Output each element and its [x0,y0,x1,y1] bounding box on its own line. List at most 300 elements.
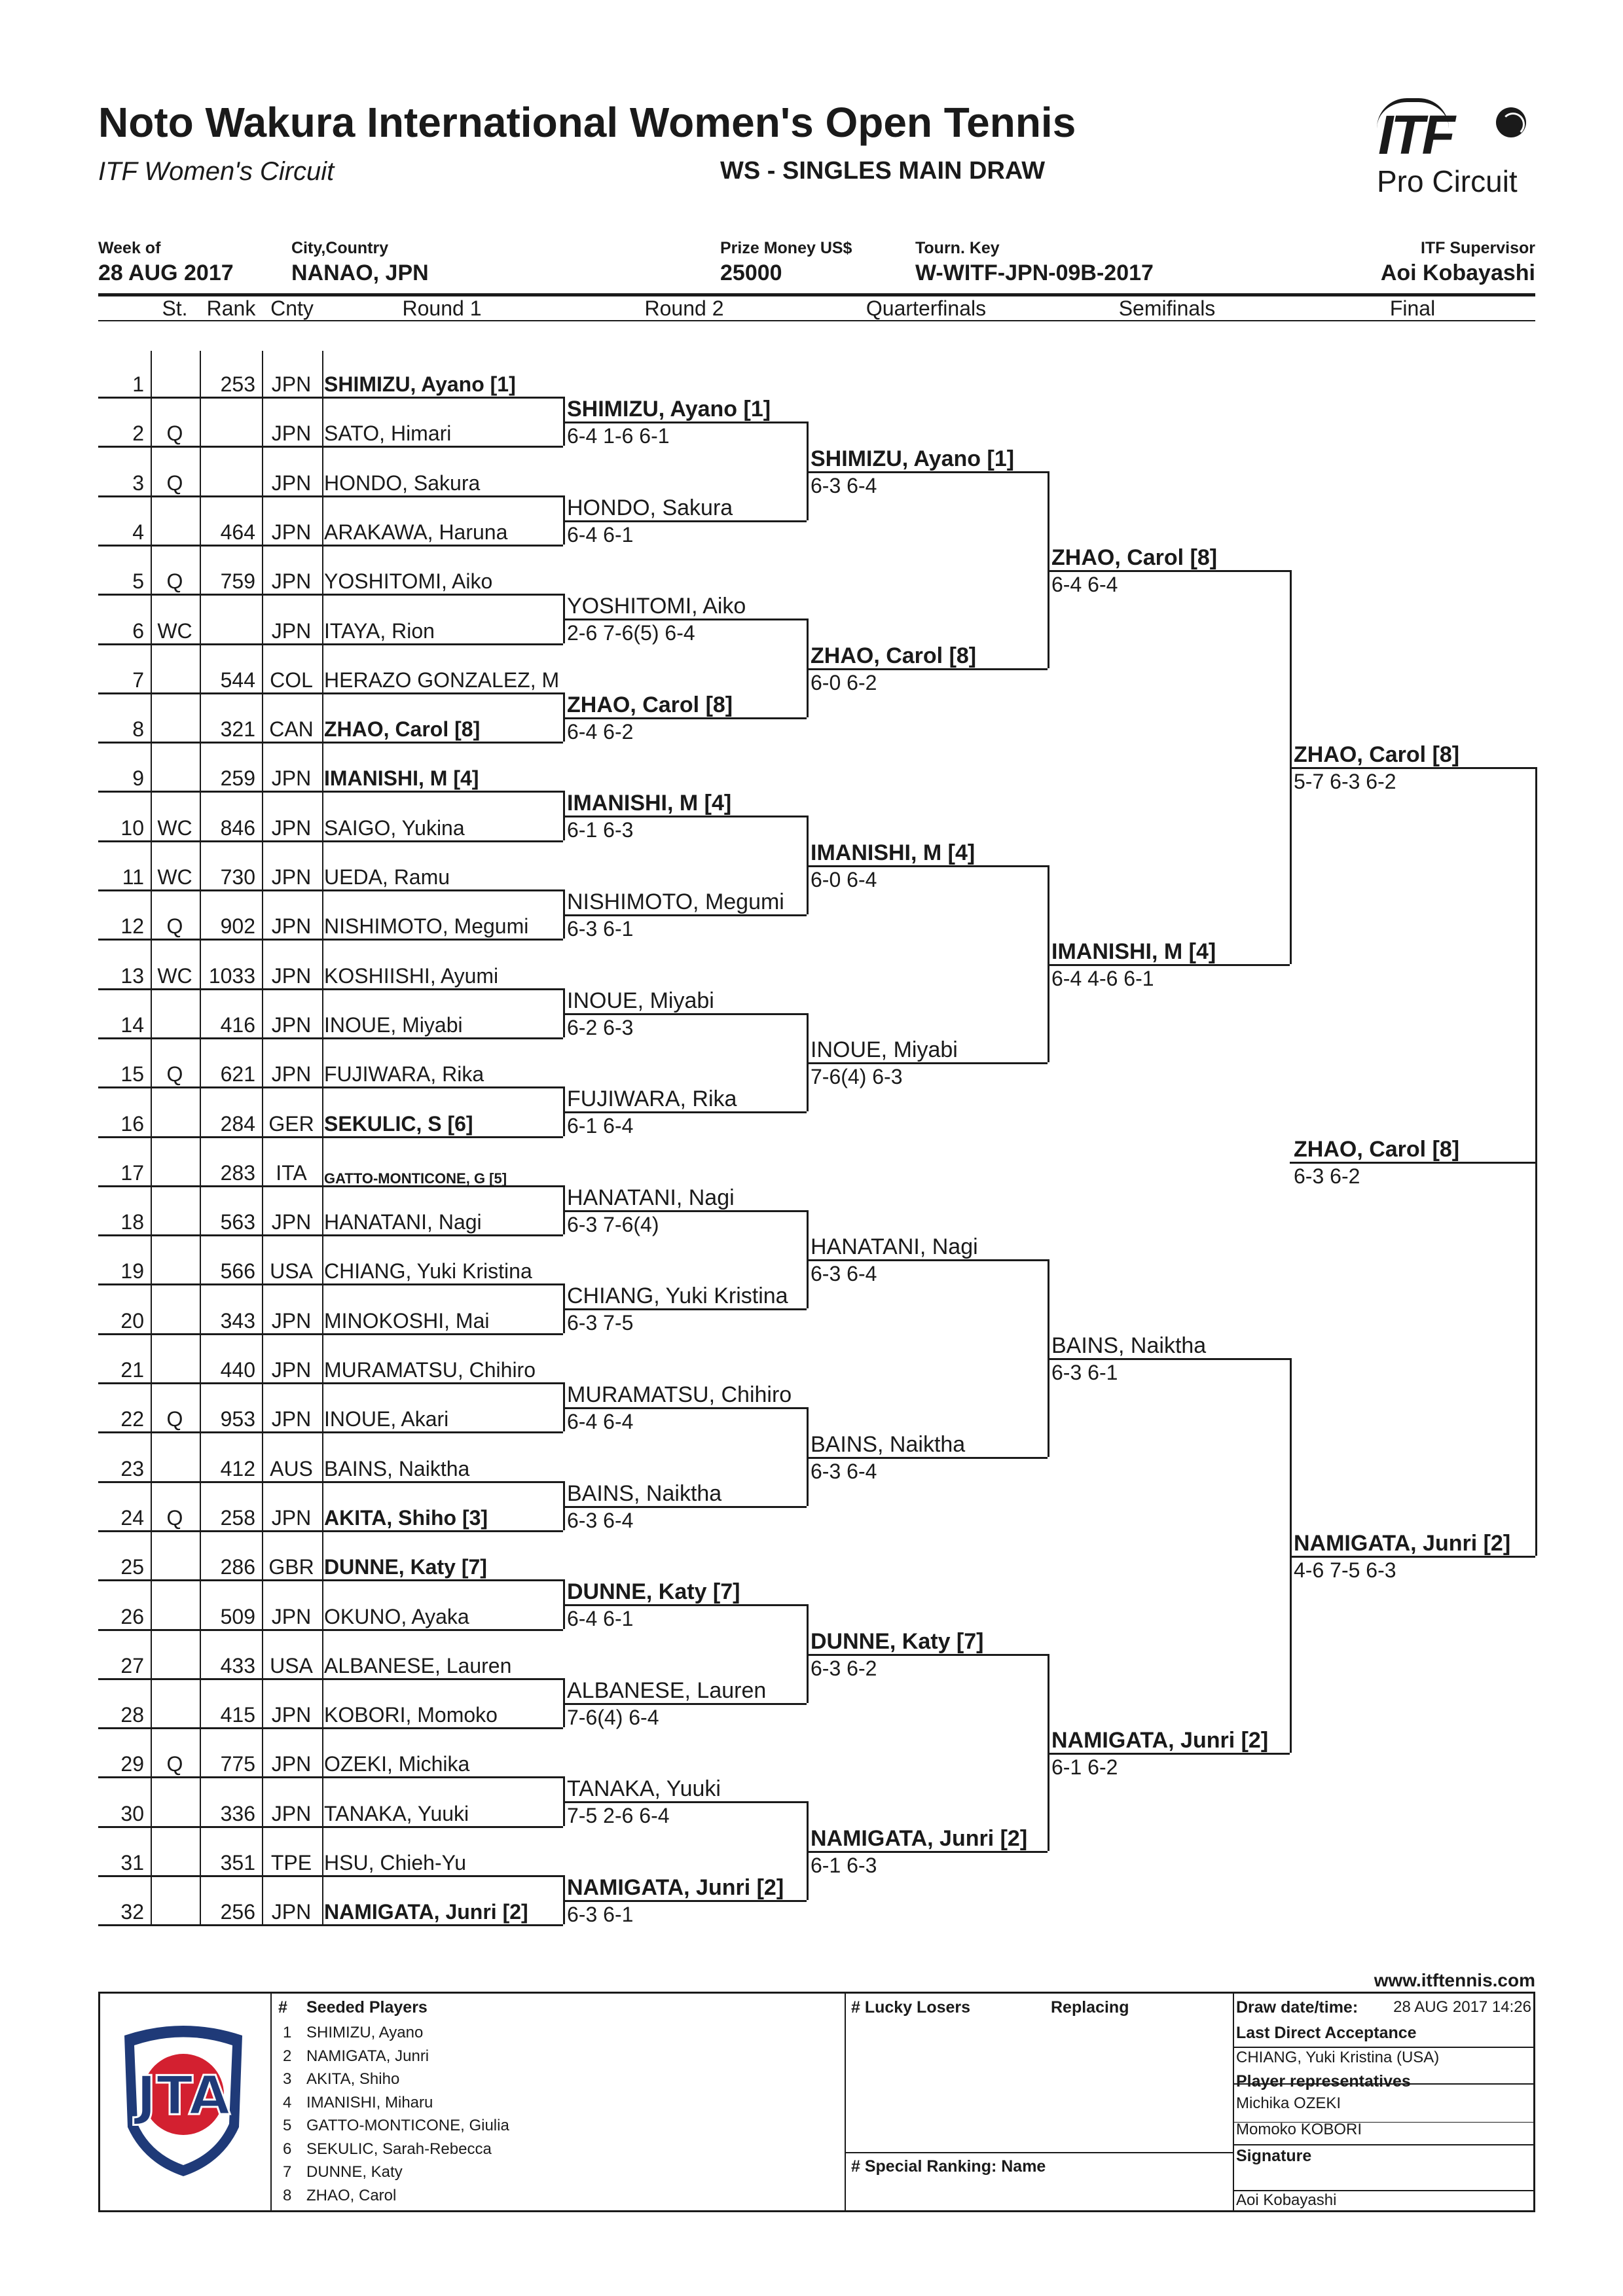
draw-player-name[interactable]: TANAKA, Yuuki [324,1802,469,1825]
supervisor-value: Aoi Kobayashi [1380,260,1535,285]
draw-line-10 [98,840,563,842]
col-quarterfinals: Quarterfinals [866,296,987,320]
draw-line-28 [98,1727,563,1729]
draw-rank: 509 [220,1605,255,1628]
draw-pos: 5 [132,569,144,593]
winner-name-qf[interactable]: INOUE, Miyabi [811,1037,958,1062]
draw-pos: 25 [120,1555,144,1579]
draw-line-23 [98,1481,563,1483]
score-r2: 6-4 6-4 [567,1410,634,1433]
col-rank: Rank [206,296,256,320]
draw-pos: 27 [120,1654,144,1677]
col-semifinals: Semifinals [1118,296,1216,320]
score-sf: 6-3 6-1 [1051,1361,1118,1384]
winner-line-r2-16 [563,1900,807,1902]
score-qf: 6-1 6-3 [811,1854,877,1877]
draw-pos: 29 [120,1752,144,1776]
draw-column-separator-2 [200,351,201,1924]
winner-line-qf-2 [807,668,1048,670]
circuit-subtitle: ITF Women's Circuit [98,157,335,186]
draw-rank: 416 [220,1013,255,1037]
prize-money-value: 25000 [720,260,782,285]
draw-player-name[interactable]: HSU, Chieh-Yu [324,1851,466,1874]
draw-country: JPN [271,1506,312,1530]
winner-line-r2-3 [563,619,807,620]
draw-country: JPN [271,471,312,495]
seed-number: 1 [283,2024,292,2041]
prize-money-label: Prize Money US$ [720,239,852,257]
score-r2: 6-2 6-3 [567,1016,634,1039]
winner-line-qf-3 [807,865,1048,867]
winner-name-r2[interactable]: BAINS, Naiktha [567,1481,722,1506]
draw-date-label: Draw date/time: [1236,1998,1359,2017]
winner-line-r2-12 [563,1506,807,1508]
draw-country: JPN [271,422,312,445]
draw-player-name[interactable]: MINOKOSHI, Mai [324,1309,490,1333]
draw-country: JPN [271,1062,312,1086]
winner-name-r2[interactable]: DUNNE, Katy [7] [567,1579,740,1604]
draw-country: AUS [270,1457,313,1480]
draw-player-name[interactable]: AKITA, Shiho [3] [324,1506,488,1530]
draw-line-29 [98,1776,563,1778]
draw-player-name[interactable]: OZEKI, Michika [324,1752,470,1776]
draw-country: JPN [271,1752,312,1776]
signature-value: Aoi Kobayashi [1236,2191,1337,2209]
draw-rank: 846 [220,816,255,840]
winner-name-r2[interactable]: FUJIWARA, Rika [567,1086,737,1111]
city-label: City,Country [291,239,389,257]
player-rep-2: Momoko KOBORI [1236,2121,1362,2138]
draw-rank: 258 [220,1506,255,1530]
draw-pos: 12 [120,914,144,938]
winner-name-r2[interactable]: MURAMATSU, Chihiro [567,1382,792,1407]
draw-rank: 464 [220,520,255,544]
draw-player-name[interactable]: INOUE, Akari [324,1407,449,1431]
last-direct-value: CHIANG, Yuki Kristina (USA) [1236,2049,1440,2066]
draw-line-9 [98,791,563,793]
draw-player-name[interactable]: SAIGO, Yukina [324,816,465,840]
draw-player-name[interactable]: NISHIMOTO, Megumi [324,914,529,938]
draw-line-3 [98,495,563,497]
draw-player-name[interactable]: IMANISHI, M [4] [324,766,479,790]
draw-country: TPE [270,1851,312,1874]
score-sf: 6-4 6-4 [1051,573,1118,596]
draw-status: Q [166,1752,183,1776]
score-r2: 6-3 6-4 [567,1509,634,1532]
draw-player-name[interactable]: NAMIGATA, Junri [2] [324,1900,528,1924]
draw-rank: 440 [220,1358,255,1382]
draw-country: ITA [276,1161,307,1185]
draw-rank: 343 [220,1309,255,1333]
draw-pos: 2 [132,422,144,445]
seed-number: 3 [283,2070,292,2088]
seed-number: 2 [283,2047,292,2065]
draw-status: Q [166,1506,183,1530]
draw-player-name[interactable]: BAINS, Naiktha [324,1457,470,1480]
draw-player-name[interactable]: CHIANG, Yuki Kristina [324,1259,532,1283]
week-value: 28 AUG 2017 [98,260,234,285]
seed-player-name: SEKULIC, Sarah-Rebecca [306,2140,492,2158]
winner-name-f[interactable]: ZHAO, Carol [8] [1294,742,1460,767]
draw-rank: 283 [220,1161,255,1185]
draw-line-8 [98,742,563,744]
draw-player-name[interactable]: SHIMIZU, Ayano [1] [324,372,516,396]
footer-draw-date-rule [1233,2047,1533,2048]
draw-pos: 24 [120,1506,144,1530]
draw-country: JPN [271,1802,312,1825]
draw-pos: 31 [120,1851,144,1874]
draw-line-16 [98,1136,563,1138]
score-r2: 6-4 6-2 [567,720,634,744]
draw-rank: 336 [220,1802,255,1825]
draw-pos: 11 [122,865,144,889]
draw-status: WC [157,816,192,840]
draw-column-separator-4 [322,351,323,1924]
city-value: NANAO, JPN [291,260,429,285]
col-round1: Round 1 [402,296,482,320]
seeded-hash: # [278,1998,287,2017]
draw-pos: 16 [120,1112,144,1136]
draw-status: Q [166,471,183,495]
draw-pos: 15 [120,1062,144,1086]
draw-status: Q [166,914,183,938]
draw-pos: 13 [120,964,144,988]
col-cnty: Cnty [270,296,314,320]
winner-name-r2[interactable]: TANAKA, Yuuki [567,1776,721,1801]
draw-country: CAN [269,717,314,741]
winner-name-r2[interactable]: INOUE, Miyabi [567,988,714,1013]
draw-pos: 30 [120,1802,144,1825]
winner-name-qf[interactable]: HANATANI, Nagi [811,1234,978,1259]
draw-line-24 [98,1530,563,1532]
draw-pos: 1 [132,372,144,396]
draw-line-31 [98,1875,563,1877]
tourn-key-value: W-WITF-JPN-09B-2017 [915,260,1154,285]
draw-line-13 [98,988,563,990]
draw-rank: 284 [220,1112,255,1136]
draw-column-separator-1 [151,351,152,1924]
draw-player-name[interactable]: GATTO-MONTICONE, G [5] [324,1170,507,1187]
score-qf: 6-3 6-4 [811,1262,877,1285]
draw-rank: 621 [220,1062,255,1086]
seed-player-name: AKITA, Shiho [306,2070,400,2088]
logo-itf-text: ITF [1378,104,1453,166]
score-r2: 2-6 7-6(5) 6-4 [567,621,695,645]
winner-name-qf[interactable]: IMANISHI, M [4] [811,840,976,865]
draw-pos: 22 [120,1407,144,1431]
special-ranking-title: # Special Ranking: Name [851,2157,1046,2176]
seed-number: 6 [283,2140,292,2158]
draw-player-name[interactable]: SATO, Himari [324,422,452,445]
draw-line-6 [98,643,563,645]
draw-player-name[interactable]: HERAZO GONZALEZ, M [324,668,560,692]
draw-pos: 4 [132,520,144,544]
score-r2: 6-3 6-1 [567,917,634,941]
winner-line-qf-8 [807,1851,1048,1853]
winner-name-sf[interactable]: NAMIGATA, Junri [2] [1051,1728,1269,1753]
draw-player-name[interactable]: INOUE, Miyabi [324,1013,463,1037]
draw-player-name[interactable]: KOSHIISHI, Ayumi [324,964,499,988]
winner-line-r2-6 [563,914,807,916]
draw-status: Q [166,569,183,593]
draw-country: JPN [271,1013,312,1037]
seed-number: 4 [283,2093,292,2111]
draw-player-name[interactable]: ZHAO, Carol [8] [324,717,481,741]
draw-rank: 351 [220,1851,255,1874]
winner-name-r2[interactable]: ALBANESE, Lauren [567,1678,767,1703]
winner-name-r2[interactable]: IMANISHI, M [4] [567,791,732,816]
week-label: Week of [98,239,161,257]
winner-name-qf[interactable]: DUNNE, Katy [7] [811,1629,984,1654]
draw-player-name[interactable]: MURAMATSU, Chihiro [324,1358,536,1382]
draw-country: JPN [271,1309,312,1333]
draw-country: JPN [271,1703,312,1727]
draw-country: JPN [271,1900,312,1924]
score-r2: 6-3 7-6(4) [567,1213,659,1236]
draw-pos: 26 [120,1605,144,1628]
champion-score: 6-3 6-2 [1294,1164,1360,1188]
winner-name-qf[interactable]: SHIMIZU, Ayano [1] [811,446,1015,471]
winner-line-r2-11 [563,1407,807,1409]
winner-name-r2[interactable]: YOSHITOMI, Aiko [567,594,746,619]
player-rep-1: Michika OZEKI [1236,2094,1341,2112]
logo-pro-circuit-text: Pro Circuit [1377,164,1518,198]
winner-line-qf-4 [807,1062,1048,1064]
draw-player-name[interactable]: ALBANESE, Lauren [324,1654,512,1677]
draw-line-12 [98,939,563,941]
draw-line-11 [98,889,563,891]
draw-country: JPN [271,914,312,938]
draw-rank: 544 [220,668,255,692]
score-r2: 6-4 6-1 [567,1607,634,1630]
score-qf: 6-3 6-2 [811,1657,877,1680]
draw-column-separator-3 [262,351,263,1924]
draw-pos: 19 [120,1259,144,1283]
seed-number: 8 [283,2186,292,2204]
draw-name: WS - SINGLES MAIN DRAW [720,157,1046,185]
winner-name-r2[interactable]: HANATANI, Nagi [567,1185,735,1210]
draw-date-value: 28 AUG 2017 14:26 [1393,1998,1531,2016]
draw-player-name[interactable]: DUNNE, Katy [7] [324,1555,487,1579]
winner-line-r2-13 [563,1604,807,1606]
draw-line-30 [98,1826,563,1828]
draw-line-25 [98,1579,563,1581]
draw-status: Q [166,1062,183,1086]
seeded-players-title: Seeded Players [306,1998,428,2017]
winner-line-qf-7 [807,1654,1048,1656]
winner-name-sf[interactable]: IMANISHI, M [4] [1051,939,1216,964]
footer-divider-1 [270,1994,272,2210]
draw-status: WC [157,964,192,988]
draw-pos: 6 [132,619,144,643]
footer-divider-2 [845,1994,846,2210]
winner-line-r2-5 [563,816,807,817]
winner-name-f[interactable]: NAMIGATA, Junri [2] [1294,1531,1511,1556]
winner-name-r2[interactable]: ZHAO, Carol [8] [567,692,733,717]
draw-country: COL [270,668,313,692]
draw-line-26 [98,1629,563,1631]
draw-rank: 286 [220,1555,255,1579]
col-st: St. [162,296,188,320]
signature-label: Signature [1236,2147,1312,2165]
player-reps-label: Player representatives [1236,2072,1411,2090]
col-final: Final [1389,296,1436,320]
draw-status: WC [157,619,192,643]
supervisor-label: ITF Supervisor [1420,239,1535,257]
winner-name-r2[interactable]: CHIANG, Yuki Kristina [567,1283,788,1308]
winner-name-qf[interactable]: ZHAO, Carol [8] [811,643,977,668]
lucky-losers-title: # Lucky Losers [851,1998,971,2017]
draw-country: JPN [271,964,312,988]
draw-country: JPN [271,1358,312,1382]
score-qf: 6-3 6-4 [811,1460,877,1483]
draw-rank: 563 [220,1210,255,1234]
draw-rank: 1033 [208,964,255,988]
winner-name-sf[interactable]: ZHAO, Carol [8] [1051,545,1218,570]
draw-line-5 [98,594,563,596]
winner-line-champion [1290,1162,1535,1164]
tourn-key-label: Tourn. Key [915,239,1000,257]
draw-line-2 [98,446,563,448]
winner-line-r2-2 [563,520,807,522]
winner-line-sf-3 [1048,1358,1290,1360]
winner-line-r2-9 [563,1210,807,1212]
draw-country: JPN [271,372,312,396]
draw-player-name[interactable]: HONDO, Sakura [324,471,481,495]
score-sf: 6-1 6-2 [1051,1755,1118,1779]
winner-line-sf-4 [1048,1753,1290,1755]
last-direct-label: Last Direct Acceptance [1236,2024,1417,2042]
col-round2: Round 2 [644,296,724,320]
draw-country: JPN [271,1605,312,1628]
draw-rank: 566 [220,1259,255,1283]
score-r2: 6-1 6-4 [567,1114,634,1138]
draw-line-21 [98,1382,563,1384]
draw-player-name[interactable]: UEDA, Ramu [324,865,450,889]
winner-line-r2-14 [563,1703,807,1705]
draw-line-15 [98,1086,563,1088]
draw-country: USA [270,1654,313,1677]
draw-rank: 259 [220,766,255,790]
draw-rank: 415 [220,1703,255,1727]
draw-line-19 [98,1283,563,1285]
champion-name[interactable]: ZHAO, Carol [8] [1294,1137,1460,1162]
draw-pos: 21 [120,1358,144,1382]
draw-rank: 253 [220,372,255,396]
draw-country: USA [270,1259,313,1283]
winner-name-sf[interactable]: BAINS, Naiktha [1051,1333,1207,1358]
winner-line-qf-1 [807,471,1048,473]
draw-player-name[interactable]: ARAKAWA, Haruna [324,520,508,544]
score-r2: 7-6(4) 6-4 [567,1706,659,1729]
draw-status: Q [166,1407,183,1431]
score-r2: 6-4 1-6 6-1 [567,424,670,448]
footer-divider-3 [1233,1994,1234,2210]
draw-country: JPN [271,1407,312,1431]
draw-pos: 20 [120,1309,144,1333]
score-qf: 6-3 6-4 [811,474,877,497]
score-f: 5-7 6-3 6-2 [1294,770,1396,793]
draw-pos: 8 [132,717,144,741]
draw-country: GER [268,1112,314,1136]
score-r2: 6-3 6-1 [567,1903,634,1926]
draw-country: JPN [271,520,312,544]
seed-player-name: SHIMIZU, Ayano [306,2024,424,2041]
draw-pos: 28 [120,1703,144,1727]
winner-name-qf[interactable]: BAINS, Naiktha [811,1432,966,1457]
seed-player-name: DUNNE, Katy [306,2163,403,2181]
winner-line-r2-4 [563,717,807,719]
seed-player-name: ZHAO, Carol [306,2186,397,2204]
replacing-title: Replacing [1051,1998,1129,2017]
draw-country: JPN [271,619,312,643]
draw-line-14 [98,1037,563,1039]
score-r2: 6-1 6-3 [567,818,634,842]
draw-country: JPN [271,1210,312,1234]
seed-number: 5 [283,2117,292,2134]
score-qf: 7-6(4) 6-3 [811,1065,903,1088]
score-r2: 6-3 7-5 [567,1311,634,1335]
draw-rank: 775 [220,1752,255,1776]
winner-name-r2[interactable]: HONDO, Sakura [567,495,733,520]
draw-pos: 10 [120,816,144,840]
draw-player-name[interactable]: OKUNO, Ayaka [324,1605,469,1628]
score-f: 4-6 7-5 6-3 [1294,1558,1396,1582]
draw-pos: 32 [120,1900,144,1924]
seed-player-name: IMANISHI, Miharu [306,2093,433,2111]
winner-line-qf-6 [807,1457,1048,1459]
winner-line-r2-7 [563,1013,807,1015]
winner-name-r2[interactable]: NAMIGATA, Junri [2] [567,1875,784,1900]
draw-country: JPN [271,766,312,790]
winner-name-qf[interactable]: NAMIGATA, Junri [2] [811,1826,1028,1851]
draw-player-name[interactable]: ITAYA, Rion [324,619,435,643]
score-qf: 6-0 6-4 [811,868,877,891]
itf-website[interactable]: www.itftennis.com [1374,1970,1535,1990]
seed-number: 7 [283,2163,292,2181]
draw-line-4 [98,545,563,547]
draw-line-22 [98,1431,563,1433]
draw-country: JPN [271,865,312,889]
draw-pos: 18 [120,1210,144,1234]
winner-name-r2[interactable]: SHIMIZU, Ayano [1] [567,397,771,422]
draw-pos: 7 [132,668,144,692]
winner-line-r2-15 [563,1801,807,1803]
footer-reps-rule [1233,2144,1533,2145]
draw-line-20 [98,1333,563,1335]
draw-player-name[interactable]: YOSHITOMI, Aiko [324,569,493,593]
winner-line-r2-10 [563,1308,807,1310]
draw-player-name[interactable]: KOBORI, Momoko [324,1703,498,1727]
draw-rank: 321 [220,717,255,741]
draw-player-name[interactable]: FUJIWARA, Rika [324,1062,484,1086]
winner-line-f-1 [1290,767,1535,769]
jta-logo-text: JTA [136,2065,230,2127]
score-sf: 6-4 4-6 6-1 [1051,967,1154,990]
draw-line-1 [98,397,563,399]
draw-player-name[interactable]: HANATANI, Nagi [324,1210,482,1234]
seed-player-name: NAMIGATA, Junri [306,2047,429,2065]
score-r2: 7-5 2-6 6-4 [567,1804,670,1827]
draw-country: JPN [271,569,312,593]
connector-champion [1535,767,1537,1556]
seed-player-name: GATTO-MONTICONE, Giulia [306,2117,509,2134]
draw-status: Q [166,422,183,445]
draw-country: GBR [268,1555,314,1579]
draw-player-name[interactable]: SEKULIC, S [6] [324,1112,473,1136]
draw-pos: 14 [120,1013,144,1037]
winner-name-r2[interactable]: NISHIMOTO, Megumi [567,889,784,914]
